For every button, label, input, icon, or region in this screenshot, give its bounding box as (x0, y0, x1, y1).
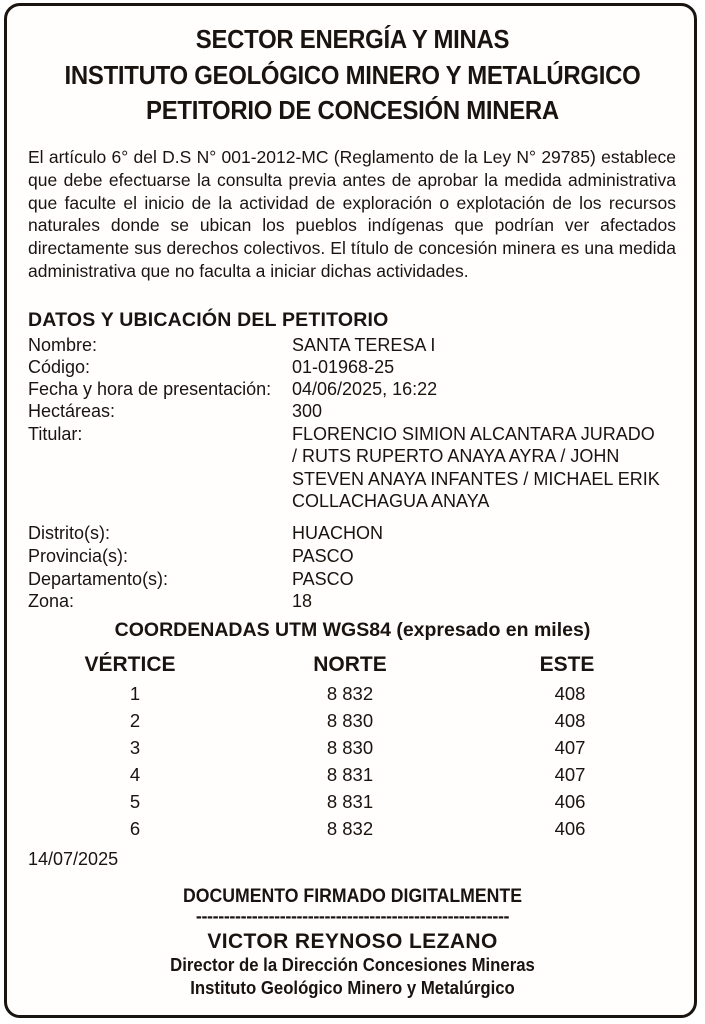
cell-norte: 8 830 (326, 710, 374, 731)
field-value: SANTA TERESA I (292, 335, 436, 355)
field-value: 01-01968-25 (292, 357, 395, 377)
field-label: Zona: (28, 591, 75, 611)
field-label: Provincia(s): (28, 546, 129, 566)
cell-este: 406 (554, 818, 586, 839)
cell-este: 407 (554, 737, 586, 758)
coordinates-title: COORDENADAS UTM WGS84 (expresado en miles) (114, 619, 591, 641)
field-value: 18 (292, 591, 313, 611)
field-label: Nombre: (28, 335, 98, 355)
field-label: Fecha y hora de presentación: (28, 379, 272, 399)
cell-vertice: 6 (129, 818, 141, 839)
cell-este: 407 (554, 764, 586, 785)
field-value: PASCO (292, 546, 354, 566)
signer-role: Director de la Dirección Concesiones Mineras (170, 955, 535, 975)
field-label: Departamento(s): (28, 569, 169, 589)
cell-vertice: 5 (129, 791, 141, 812)
cell-vertice: 2 (129, 710, 141, 731)
column-header-este: ESTE (539, 653, 595, 676)
cell-este: 408 (554, 683, 586, 704)
cell-este: 408 (554, 710, 586, 731)
signer-institution: Instituto Geológico Minero y Metalúrgico (190, 978, 515, 998)
header-petitorio: PETITORIO DE CONCESIÓN MINERA (146, 95, 559, 125)
field-value: PASCO (292, 569, 354, 589)
publication-date: 14/07/2025 (28, 849, 119, 869)
signature-line: -------------------------------------------------------- (195, 906, 510, 926)
cell-este: 406 (554, 791, 586, 812)
cell-vertice: 4 (129, 764, 141, 785)
field-value: 300 (292, 401, 323, 421)
field-label: Titular: (28, 424, 83, 444)
field-label: Código: (28, 357, 91, 377)
section-title-datos: DATOS Y UBICACIÓN DEL PETITORIO (28, 309, 389, 331)
cell-norte: 8 832 (326, 818, 374, 839)
cell-norte: 8 831 (326, 764, 374, 785)
field-label: Hectáreas: (28, 401, 116, 421)
field-label: Distrito(s): (28, 523, 110, 543)
cell-norte: 8 832 (326, 683, 374, 704)
column-header-norte: NORTE (313, 653, 387, 676)
digital-signature-note: DOCUMENTO FIRMADO DIGITALMENTE (183, 886, 522, 907)
column-header-vertice: VÉRTICE (84, 653, 176, 676)
signer-name: VICTOR REYNOSO LEZANO (207, 930, 498, 953)
cell-norte: 8 831 (326, 791, 374, 812)
header-institute: INSTITUTO GEOLÓGICO MINERO Y METALÚRGICO (64, 60, 641, 90)
field-value: HUACHON (292, 523, 384, 543)
field-value: 04/06/2025, 16:22 (292, 379, 438, 399)
field-value: FLORENCIO SIMION ALCANTARA JURADO / RUTS RUPERTO ANAYA AYRA / JOHN STEVEN ANAYA INFANTES / MICHAEL ERIK COLLACHAGUA ANAYA (292, 424, 660, 512)
cell-norte: 8 830 (326, 737, 374, 758)
intro-paragraph: El artículo 6° del D.S N° 001-2012-MC (Reglamento de la Ley N° 29785) establece que debe efectuarse la consulta previa antes de aprobar la medida administrativa que faculte el inicio de la actividad de exploración o explotación de los recursos naturales donde se ubican los pueblos indígenas que podrían ver afectados directamente sus derechos colectivos. El título de concesión minera es una medida administrativa que no faculta a iniciar dichas actividades. (28, 147, 676, 281)
cell-vertice: 3 (129, 737, 141, 758)
header-sector: SECTOR ENERGÍA Y MINAS (195, 24, 510, 54)
cell-vertice: 1 (129, 683, 141, 704)
